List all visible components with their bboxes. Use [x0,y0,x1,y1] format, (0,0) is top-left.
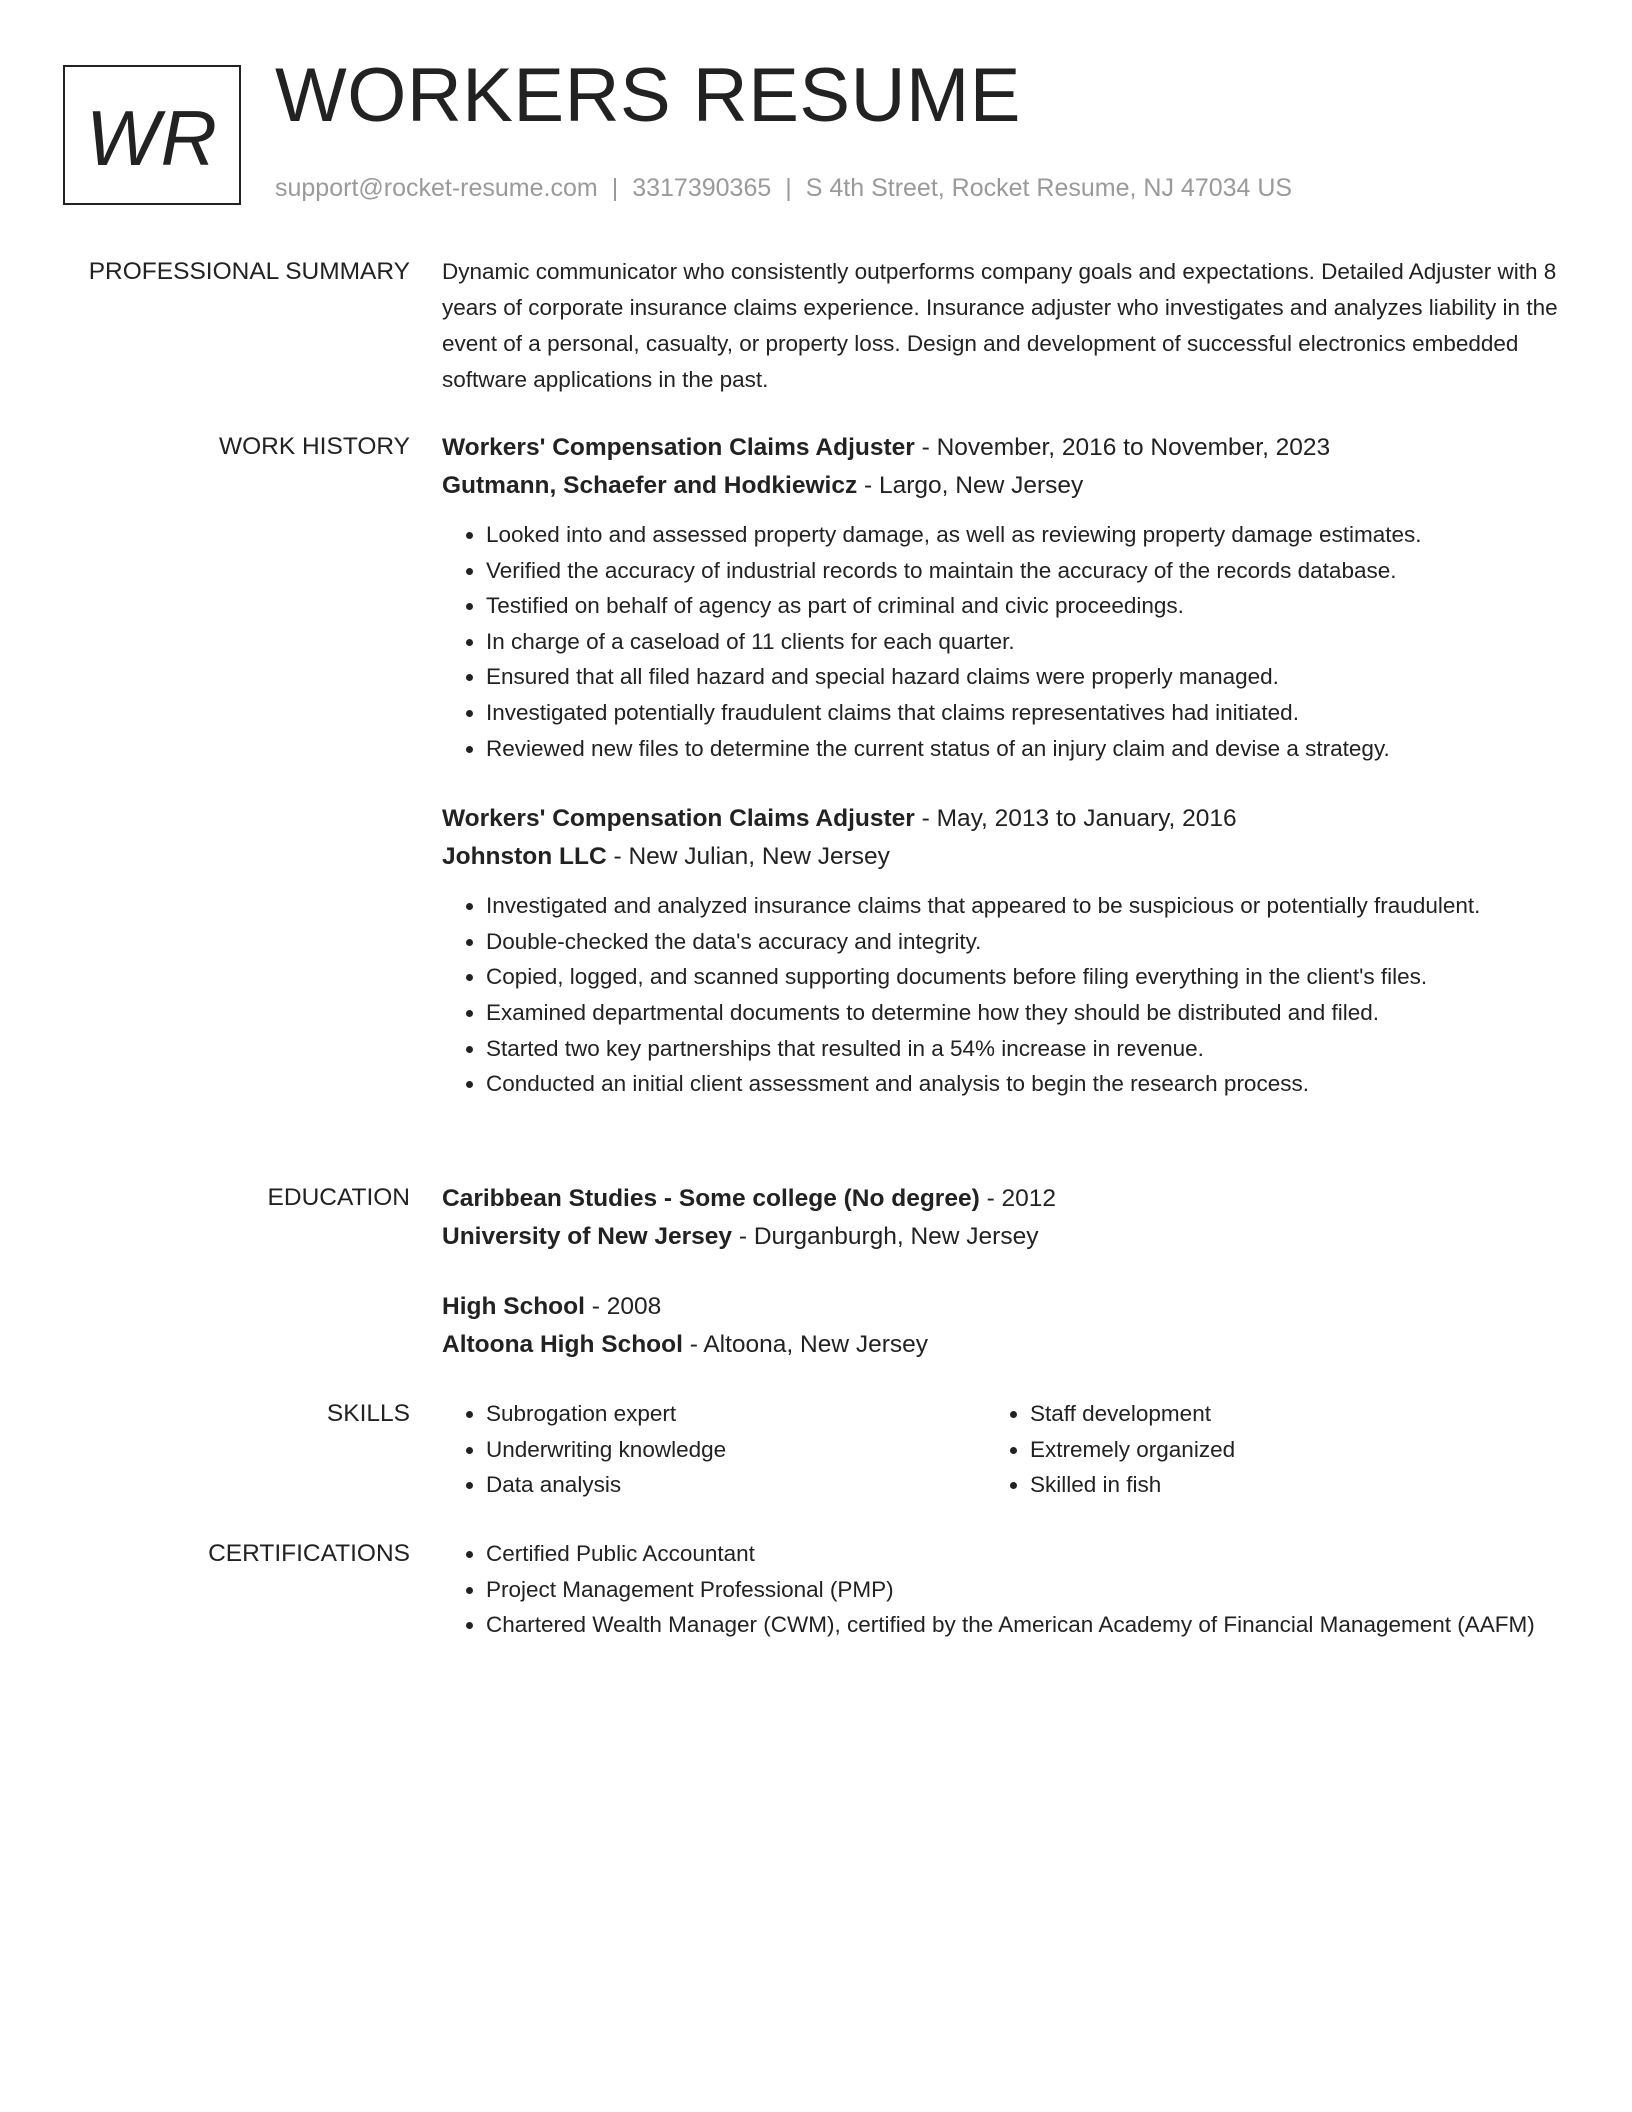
education-year: - 2008 [584,1293,662,1320]
education-school-line [442,1218,1562,1256]
education-degree: High School [442,1293,585,1320]
education-degree-line [442,1288,1562,1326]
skill-item: • Subrogation expert [486,1396,986,1432]
list-item: • Started two key partnerships that resulted in a 54% increase in revenue. [486,1031,1562,1067]
contact-email: support@rocket-resume.com [275,174,598,202]
education-degree-line [442,1180,1562,1218]
skills-column-right [986,1396,1530,1503]
list-item: • Verified the accuracy of industrial records to maintain the accuracy of the records database. [486,553,1562,589]
section-heading: SKILLS [326,1400,410,1427]
education-entry [442,1180,1562,1256]
certifications-list [442,1536,1562,1643]
job-entry [442,800,1562,1102]
contact-separator: | [785,174,792,202]
job-entry [442,429,1562,766]
skills-column-left [442,1396,986,1503]
contact-address: S 4th Street, Rocket Resume, NJ 47034 US [805,174,1293,202]
list-item: • Looked into and assessed property damage, as well as reviewing property damage estimates. [486,517,1562,553]
list-item: • Conducted an initial client assessment and analysis to begin the research process. [486,1066,1562,1102]
skill-item: • Extremely organized [1030,1432,1530,1468]
education-location: - Altoona, New Jersey [682,1331,929,1358]
job-location: - Largo, New Jersey [857,472,1084,499]
job-bullets [442,888,1562,1102]
monogram-box [63,65,241,205]
certification-item: • Certified Public Accountant [486,1536,1562,1572]
job-title-line [442,800,1562,838]
section-heading: WORK HISTORY [218,433,410,460]
monogram-initials: WR [86,93,218,182]
list-item: • Testified on behalf of agency as part of criminal and civic proceedings. [486,588,1562,624]
job-location: - New Julian, New Jersey [606,843,890,871]
job-title: Workers' Compensation Claims Adjuster [442,434,915,461]
list-item: • Copied, logged, and scanned supporting documents before filing everything in the client's files. [486,959,1562,995]
job-dates: - November, 2016 to November, 2023 [914,434,1331,461]
job-dates: - May, 2013 to January, 2016 [914,805,1237,833]
contact-phone: 3317390365 [632,174,772,202]
list-item: • Double-checked the data's accuracy and integrity. [486,924,1562,960]
certification-item: • Project Management Professional (PMP) [486,1572,1562,1608]
contact-line [275,174,1292,203]
list-item: • Ensured that all filed hazard and special hazard claims were properly managed. [486,659,1562,695]
education-school: University of New Jersey [442,1223,733,1250]
list-item: • Investigated and analyzed insurance claims that appeared to be suspicious or potentially fraudulent. [486,888,1562,924]
job-company: Gutmann, Schaefer and Hodkiewicz [442,472,858,499]
education-school-line [442,1326,1562,1364]
education-location: - Durganburgh, New Jersey [732,1223,1039,1250]
job-bullets [442,517,1562,766]
section-heading: PROFESSIONAL SUMMARY [88,258,410,285]
summary-text: Dynamic communicator who consistently outperforms company goals and expectations. Detailed Adjuster with 8 years of corporate insurance claims experience. Insurance adjuster who investigates and analyzes liability in the event of a personal, casualty, or property loss. Design and development of successful electronics embedded software applications in the past. [442,259,1558,392]
education-year: - 2012 [979,1185,1057,1212]
job-company-line [442,467,1562,505]
list-item: • Examined departmental documents to determine how they should be distributed and filed. [486,995,1562,1031]
candidate-name: WORKERS RESUME [275,53,1021,138]
education-school: Altoona High School [442,1331,683,1358]
skill-item: • Skilled in fish [1030,1467,1530,1503]
list-item: • Investigated potentially fraudulent claims that claims representatives had initiated. [486,695,1562,731]
skills-grid [442,1396,1562,1503]
job-title: Workers' Compensation Claims Adjuster [442,805,915,833]
list-item: • Reviewed new files to determine the current status of an injury claim and devise a strategy. [486,731,1562,767]
section-heading: CERTIFICATIONS [208,1540,410,1567]
education-degree: Caribbean Studies - Some college (No degree) [442,1185,980,1212]
job-title-line [442,429,1562,467]
job-company-line [442,838,1562,876]
job-company: Johnston LLC [442,843,607,871]
education-entry [442,1288,1562,1364]
certification-item: • Chartered Wealth Manager (CWM), certified by the American Academy of Financial Management (AAFM) [486,1607,1562,1643]
contact-separator: | [611,174,619,202]
skill-item: • Staff development [1030,1396,1530,1432]
section-heading: EDUCATION [267,1184,410,1211]
skill-item: • Data analysis [486,1467,986,1503]
skill-item: • Underwriting knowledge [486,1432,986,1468]
list-item: • In charge of a caseload of 11 clients for each quarter. [486,624,1562,660]
